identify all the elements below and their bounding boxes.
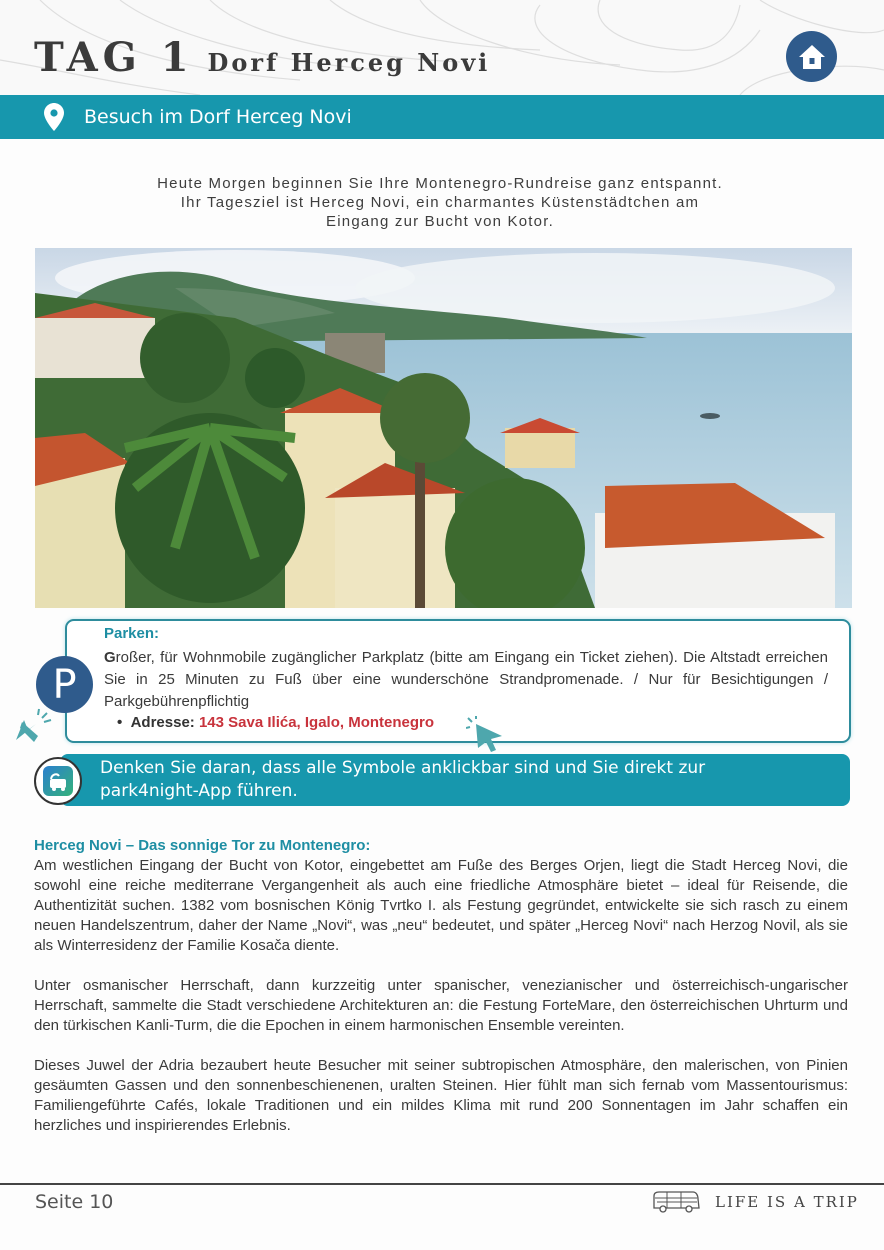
page-title [34,34,490,81]
brand-logo [651,1190,859,1214]
map-pin-icon [44,103,64,131]
intro-text [100,174,780,231]
app-note-banner [60,754,850,806]
herceg-novi-image [35,248,852,608]
parking-address [117,714,434,731]
article-title: Herceg Novi – Das sonnige Tor zu Montenegro: [34,837,371,854]
section-banner [0,95,884,139]
home-button[interactable] [786,31,837,82]
footer-divider [0,1183,884,1185]
parking-title: Parken: [104,625,160,642]
note-line: Denken Sie daran, dass alle Symbole anklickbar sind und Sie direkt zur [100,758,706,778]
note-line: park4night-App führen. [100,781,298,801]
place-name: Dorf Herceg Novi [207,48,491,77]
brand-name: LIFE IS A TRIP [715,1193,859,1211]
page-header [0,0,884,95]
click-cursor-icon [14,708,54,744]
note-text [100,757,705,803]
park4night-app-button[interactable] [34,757,82,805]
camper-van-icon [651,1190,701,1214]
page-number: Seite 10 [35,1191,114,1213]
parking-icon[interactable]: P [36,656,93,713]
section-title: Besuch im Dorf Herceg Novi [84,106,352,128]
bullet: • [117,714,131,731]
parking-info-box [65,619,851,743]
click-cursor-icon [466,716,506,752]
article-paragraph: Unter osmanischer Herrschaft, dann kurzzeitig unter spanischer, venezianischer und österreichisch-ungarischer Herrschaft, sammelte die Stadt verschiedene Architekturen an: die Festung ForteMare, den österreichischen Uhrturm und den türkischen Kanli-Turm, die die Epochen in einem harmonischen Ensemble vereinten. [34,977,848,1034]
address-label: Adresse: [130,714,195,731]
park4night-app-icon [43,766,73,796]
article-paragraph: Am westlichen Eingang der Bucht von Kotor, eingebettet am Fuße des Berges Orjen, liegt die Stadt Herceg Novi, die sowohl eine reiche mediterrane Vergangenheit als auch eine friedliche Atmosphäre bietet – ideal für Reisende, die Authentizität suchen. 1382 vom bosnischen König Tvrtko I. als Festung gegründet, entwickelte sie sich rasch zu einem neuen Handelszentrum, daher der Name „Novi“, was „neu“ bedeutet, und später „Herceg Novi“ nach Herzog Novil, als sie als Winterresidenz der Familie Kosača diente. [34,857,848,954]
home-icon [797,43,827,71]
intro-line: Eingang zur Bucht von Kotor. [326,213,554,230]
town-photo [35,248,852,608]
parking-description [104,647,828,713]
address-link[interactable]: 143 Sava Ilića, Igalo, Montenegro [198,714,435,731]
article [34,836,848,1156]
parking-first-letter: G [104,649,116,666]
intro-line: Ihr Tagesziel ist Herceg Novi, ein charmantes Küstenstädtchen am [180,194,700,211]
day-label: TAG 1 [34,34,194,81]
intro-line: Heute Morgen beginnen Sie Ihre Montenegro-Rundreise ganz entspannt. [157,175,723,192]
article-paragraph: Dieses Juwel der Adria bezaubert heute Besucher mit seiner subtropischen Atmosphäre, den malerischen, von Pinien gesäumten Gassen und den sonnenbeschienenen, uralten Steinen. Hier fühlt man sich fernab vom Massentourismus: Familiengeführte Cafés, lokale Traditionen und ein mildes Klima mit rund 200 Sonnentagen im Jahr schaffen ein herzliches und inspirierendes Erlebnis. [34,1057,848,1134]
parking-text: roßer, für Wohnmobile zugänglicher Parkplatz (bitte am Eingang ein Ticket ziehen). Die Altstadt erreichen Sie in 25 Minuten zu Fuß über eine wunderschöne Strandpromenade. / Nur für Besichtigungen / Parkgebührenpflichtig [104,649,828,710]
